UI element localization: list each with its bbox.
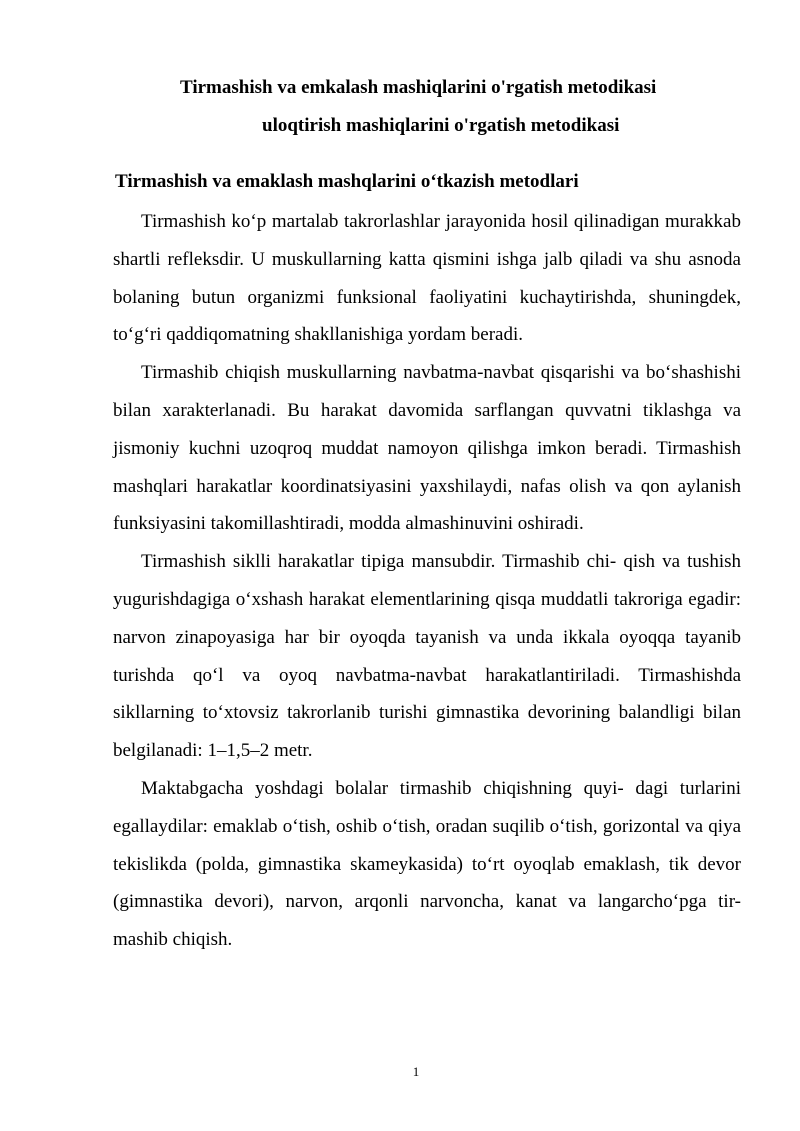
page-number: 1	[412, 1064, 420, 1079]
paragraph-1: Tirmashish koʻp martalab takrorlashlar jarayonida hosil qilinadigan murakkab shartli refleksdir. U muskullarning katta qismini ishga jalb qiladi va shu asnoda bolaning butun organizmi funksional faoliyatini kuchaytirishda, shuningdek, toʻgʻri qaddiqomatning shakllanishiga yordam beradi.	[113, 211, 741, 346]
paragraph-3: Tirmashish siklli harakatlar tipiga mansubdir. Tirmashib chi- qish va tushish yugurishdagiga oʻxshash harakat elementlarining qisqa muddatli takroriga egadir: narvon zinapoyasiga har bir oyoqda tayanish va unda ikkala oyoqqa tayanib turishda qoʻl va oyoq navbatma-navbat harakatlantiriladi. Tirmashishda sikllarning toʻxtovsiz takrorlanib turishi gimnastika devorining balandligi bilan belgilanadi: 1–1,5–2 metr.	[113, 551, 741, 762]
document-title-line-1: Tirmashish va emkalash mashiqlarini o'rgatish metodikasi	[180, 77, 657, 98]
document-body	[113, 203, 741, 959]
section-heading: Tirmashish va emaklash mashqlarini oʻtkazish metodlari	[115, 171, 579, 192]
paragraph-2: Tirmashib chiqish muskullarning navbatma-navbat qisqarishi va boʻshashishi bilan xarakterlanadi. Bu harakat davomida sarflangan quvvatni tiklashga va jismoniy kuchni uzoqroq muddat namoyon qilishga imkon beradi. Tirmashish mashqlari harakatlar koordinatsiyasini yaxshilaydi, nafas olish va qon aylanish funksiyasini takomillashtiradi, modda almashinuvini oshiradi.	[113, 362, 741, 535]
document-title-line-2: uloqtirish mashiqlarini o'rgatish metodikasi	[262, 115, 620, 136]
paragraph-4: Maktabgacha yoshdagi bolalar tirmashib chiqishning quyi- dagi turlarini egallaydilar: emaklab oʻtish, oshib oʻtish, oradan suqilib oʻtish, gorizontal va qiya tekislikda (polda, gimnastika skameykasida) toʻrt oyoqlab emaklash, tik devor (gimnastika devori), narvon, arqonli narvoncha, kanat va langarchoʻpga tir- mashib chiqish.	[113, 777, 741, 951]
